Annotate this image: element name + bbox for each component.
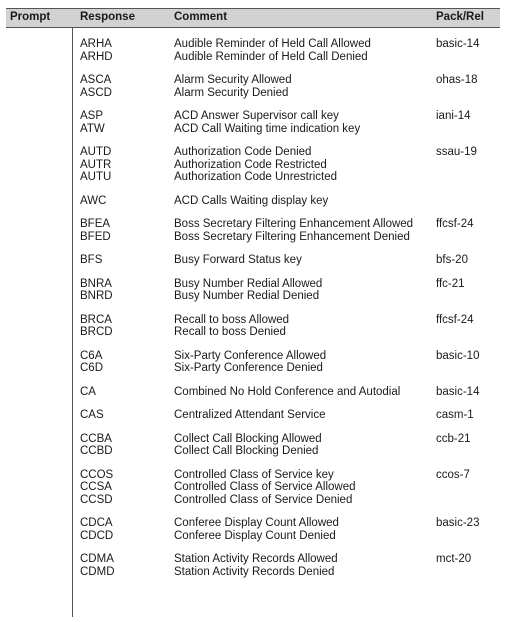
table-row (6, 38, 500, 63)
comment-text: Busy Forward Status key (174, 254, 302, 266)
response-code: CAS (80, 409, 104, 421)
response-code: BNRD (80, 290, 113, 302)
comment-cell (174, 517, 432, 542)
comment-cell (174, 409, 432, 422)
response-code: AUTD (80, 146, 112, 158)
pack-rel-cell (436, 469, 500, 482)
response-cell (80, 278, 170, 303)
table-row (6, 74, 500, 99)
response-code: ASCD (80, 86, 112, 99)
comment-text: ACD Call Waiting time indication key (174, 122, 361, 135)
pack-rel-cell (436, 254, 500, 267)
response-cell (80, 110, 170, 135)
response-code: ARHD (80, 50, 113, 63)
response-cell (80, 314, 170, 339)
response-code: C6A (80, 349, 103, 362)
response-cell (80, 517, 170, 542)
comment-text: Station Activity Records Allowed (174, 553, 338, 565)
pack-rel-cell (436, 74, 500, 87)
table-row (6, 433, 500, 458)
response-code: ARHA (80, 38, 112, 50)
comment-text: Six-Party Conference Denied (174, 362, 323, 374)
response-code: CCSD (80, 493, 113, 506)
comment-text: Conferee Display Count Denied (174, 529, 336, 542)
comment-text: Controlled Class of Service key (174, 468, 334, 481)
response-code: BNRA (80, 277, 112, 290)
comment-text: Boss Secretary Filtering Enhancement Denied (174, 230, 410, 243)
response-code: BFEA (80, 218, 111, 230)
header-comment: Comment (174, 11, 228, 23)
pack-rel-cell (436, 110, 500, 123)
pack-rel-cell (436, 195, 500, 208)
header-response: Response (80, 11, 135, 23)
pack-rel-value: ffcsf-24 (436, 313, 474, 326)
response-code: AUTU (80, 171, 112, 183)
response-cell (80, 218, 170, 243)
pack-rel-value: casm-1 (436, 409, 474, 421)
pack-rel-cell (436, 386, 500, 399)
header-prompt: Prompt (10, 11, 51, 23)
pack-rel-cell (436, 218, 500, 231)
table-body (6, 38, 500, 578)
response-code: ATW (80, 122, 105, 135)
response-code: BFED (80, 230, 111, 243)
response-cell (80, 433, 170, 458)
comment-text: Audible Reminder of Held Call Allowed (174, 38, 371, 50)
table-row (6, 254, 500, 267)
response-code: CA (80, 385, 96, 398)
comment-text: Station Activity Records Denied (174, 565, 335, 578)
comment-text: Recall to boss Allowed (174, 313, 290, 326)
response-code: CDMA (80, 553, 114, 565)
pack-rel-value: basic-23 (436, 517, 480, 529)
pack-rel-value: basic-14 (436, 38, 480, 50)
comment-cell (174, 469, 432, 507)
comment-text: Alarm Security Allowed (174, 74, 292, 86)
table-row (6, 409, 500, 422)
pack-rel-value (436, 195, 500, 208)
comment-cell (174, 74, 432, 99)
comment-text: Busy Number Redial Denied (174, 290, 320, 302)
table-row (6, 146, 500, 184)
response-code: CDCD (80, 529, 114, 542)
pack-rel-value: basic-10 (436, 349, 480, 362)
comment-cell (174, 314, 432, 339)
pack-rel-value: ffc-21 (436, 277, 465, 290)
response-cell (80, 350, 170, 375)
response-code: CDMD (80, 565, 115, 578)
response-code: BRCA (80, 313, 112, 326)
pack-rel-value: ffcsf-24 (436, 218, 474, 230)
pack-rel-value: mct-20 (436, 553, 472, 565)
pack-rel-value: ccos-7 (436, 468, 470, 481)
comment-text: Conferee Display Count Allowed (174, 517, 339, 529)
comment-cell (174, 553, 432, 578)
comment-cell (174, 218, 432, 243)
table-row (6, 469, 500, 507)
pack-rel-value: ccb-21 (436, 432, 471, 445)
comment-text: Authorization Code Restricted (174, 158, 327, 171)
header-pack-rel: Pack/Rel (436, 11, 484, 23)
table-row (6, 278, 500, 303)
response-code: CCOS (80, 468, 114, 481)
comment-text: Controlled Class of Service Allowed (174, 481, 356, 493)
response-cell (80, 146, 170, 184)
pack-rel-cell (436, 146, 500, 159)
comment-text: Collect Call Blocking Denied (174, 445, 319, 457)
table-row (6, 350, 500, 375)
comment-text: ACD Calls Waiting display key (174, 194, 329, 207)
comment-cell (174, 38, 432, 63)
response-code: AUTR (80, 158, 112, 171)
comment-text: Boss Secretary Filtering Enhancement Allowed (174, 218, 414, 230)
comment-text: Centralized Attendant Service (174, 409, 326, 421)
comment-cell (174, 110, 432, 135)
comment-cell (174, 146, 432, 184)
comment-text: Authorization Code Unrestricted (174, 171, 337, 183)
comment-cell (174, 195, 432, 208)
comment-cell (174, 254, 432, 267)
response-code: AWC (80, 194, 107, 207)
response-code: C6D (80, 362, 104, 374)
response-cell (80, 195, 170, 208)
response-cell (80, 74, 170, 99)
response-code: CCBD (80, 445, 113, 457)
comment-text: Combined No Hold Conference and Autodial (174, 385, 401, 398)
response-code: CCBA (80, 432, 112, 445)
comment-text: Authorization Code Denied (174, 146, 312, 158)
comment-cell (174, 386, 432, 399)
comment-text: Six-Party Conference Allowed (174, 349, 327, 362)
response-cell (80, 469, 170, 507)
comment-text: Collect Call Blocking Allowed (174, 432, 322, 445)
response-cell (80, 386, 170, 399)
response-code: ASCA (80, 74, 112, 86)
pack-rel-value: iani-14 (436, 110, 471, 122)
table-row (6, 110, 500, 135)
table-row (6, 314, 500, 339)
comment-cell (174, 350, 432, 375)
response-code: BFS (80, 254, 103, 266)
table-row (6, 218, 500, 243)
response-code: ASP (80, 110, 104, 122)
comment-text: ACD Answer Supervisor call key (174, 110, 339, 122)
comment-text: Alarm Security Denied (174, 86, 289, 99)
comment-text: Audible Reminder of Held Call Denied (174, 50, 368, 63)
pack-rel-cell (436, 409, 500, 422)
response-code: CCSA (80, 481, 112, 493)
comment-text: Busy Number Redial Allowed (174, 277, 323, 290)
table-row (6, 517, 500, 542)
comment-cell (174, 433, 432, 458)
table-header (6, 8, 500, 28)
table-row (6, 386, 500, 399)
pack-rel-value: bfs-20 (436, 254, 468, 266)
response-cell (80, 38, 170, 63)
response-code: CDCA (80, 517, 113, 529)
response-cell (80, 553, 170, 578)
pack-rel-value: basic-14 (436, 385, 480, 398)
table-row (6, 195, 500, 208)
pack-rel-cell (436, 314, 500, 327)
pack-rel-cell (436, 553, 500, 566)
comment-text: Recall to boss Denied (174, 326, 286, 338)
pack-rel-value: ssau-19 (436, 146, 477, 158)
pack-rel-cell (436, 350, 500, 363)
table-row (6, 553, 500, 578)
pack-rel-cell (436, 433, 500, 446)
pack-rel-cell (436, 38, 500, 51)
pack-rel-cell (436, 278, 500, 291)
comment-cell (174, 278, 432, 303)
document-table (6, 8, 500, 589)
response-cell (80, 254, 170, 267)
pack-rel-value: ohas-18 (436, 74, 478, 86)
response-cell (80, 409, 170, 422)
comment-text: Controlled Class of Service Denied (174, 493, 353, 506)
pack-rel-cell (436, 517, 500, 530)
response-code: BRCD (80, 326, 113, 338)
